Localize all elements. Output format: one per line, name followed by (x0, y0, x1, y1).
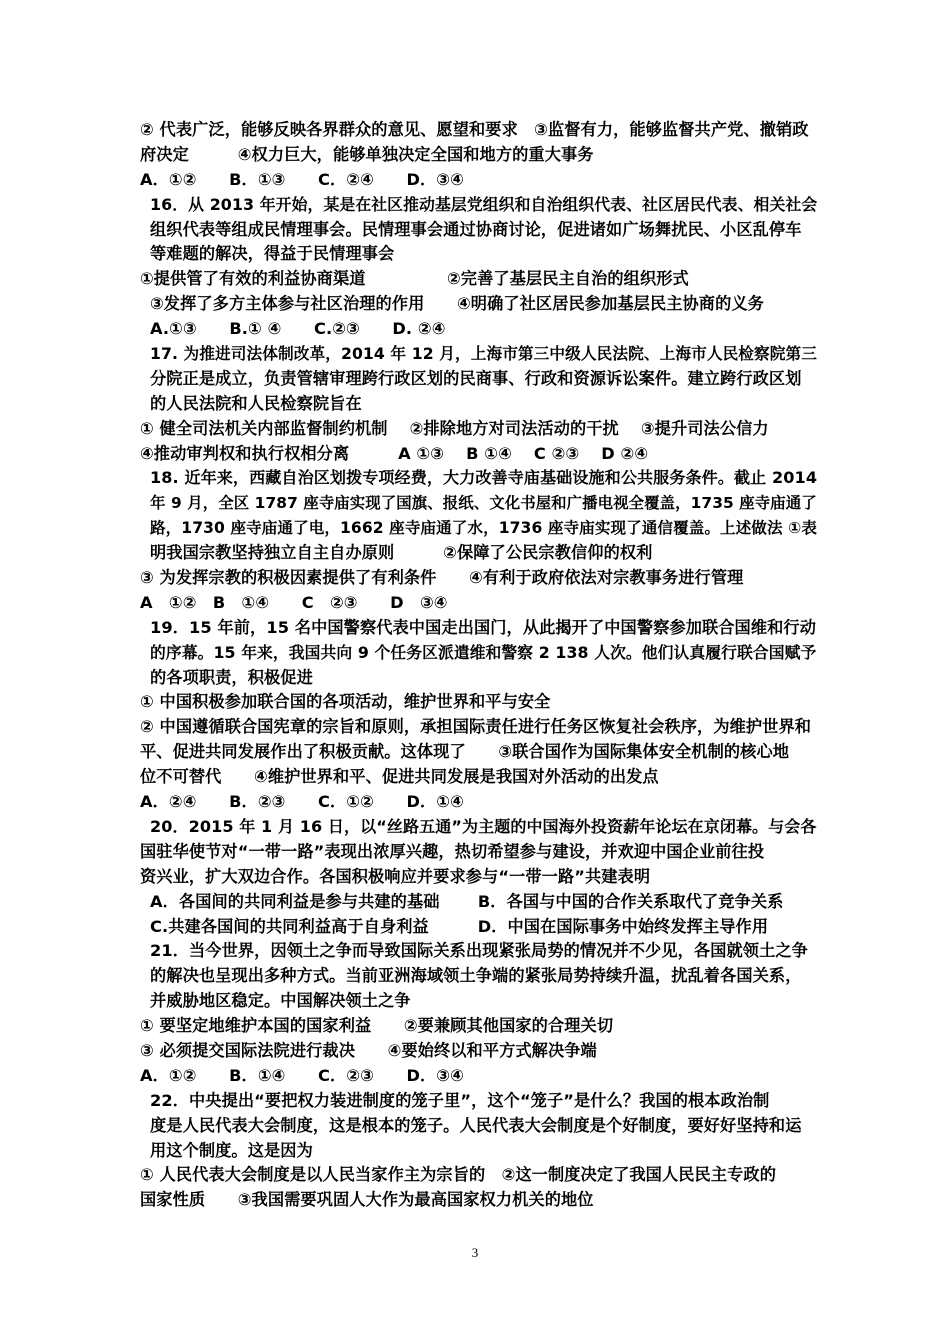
text-line: 度是人民代表大会制度，这是根本的笼子。人民代表大会制度是个好制度，要好好坚持和运 (150, 1115, 802, 1135)
text-line: ③ 为发挥宗教的积极因素提供了有利条件 ④有利于政府依法对宗教事务进行管理 (140, 568, 744, 588)
text-line: 的人民法院和人民检察院旨在 (150, 393, 362, 413)
text-line: 的解决也呈现出多种方式。当前亚洲海域领土争端的紧张局势持续升温，扰乱着各国关系， (150, 966, 802, 986)
question-18: 18. 近年来，西藏自治区划拨专项经费，大力改善寺庙基础设施和公共服务条件。截止 2014 (150, 468, 818, 488)
question-22: 22．中央提出“要把权力装进制度的笼子里”，这个“笼子”是什么？我国的根本政治制 (150, 1090, 770, 1110)
text-line: ① 人民代表大会制度是以人民当家作主为宗旨的 ②这一制度决定了我国人民民主专政的 (140, 1165, 776, 1185)
text-line: 分院正是成立，负责管辖审理跨行政区划的民商事、行政和资源诉讼案件。建立跨行政区划 (150, 368, 802, 388)
text-line: 国驻华使节对“一带一路”表现出浓厚兴趣，热切希望参与建设，并欢迎中国企业前往投 (140, 841, 765, 861)
text-line: ① 要坚定地维护本国的国家利益 ②要兼顾其他国家的合理关切 (140, 1016, 614, 1036)
answer-options: C.共建各国间的共同利益高于自身利益 D．中国在国际事务中始终发挥主导作用 (150, 916, 769, 936)
text-line: ① 健全司法机关内部监督制约机制 ②排除地方对司法活动的干扰 ③提升司法公信力 (140, 418, 769, 438)
page-number: 3 (471, 1245, 479, 1260)
text-line: 的各项职责，积极促进 (150, 667, 313, 687)
text-line: 等难题的解决，得益于民情理事会 (150, 244, 395, 264)
text-line: ③发挥了多方主体参与社区治理的作用 ④明确了社区居民参加基层民主协商的义务 (150, 294, 764, 314)
text-line: ① 中国积极参加联合国的各项活动，维护世界和平与安全 (140, 692, 551, 712)
text-line: 并威胁地区稳定。中国解决领土之争 (150, 991, 411, 1011)
text-line: 平、促进共同发展作出了积极贡献。这体现了 ③联合国作为国际集体安全机制的核心地 (140, 742, 790, 762)
answer-options: A．②④ B．②③ C．①② D．①④ (140, 792, 464, 812)
answer-options: A．①② B．①④ C．②③ D．③④ (140, 1065, 464, 1085)
text-line: 组织代表等组成民情理事会。民情理事会通过协商讨论，促进诸如广场舞扰民、小区乱停车 (150, 219, 802, 239)
text-line: ② 中国遵循联合国宪章的宗旨和原则，承担国际责任进行任务区恢复社会秩序，为维护世界和 (140, 717, 812, 737)
text-line: 资兴业，扩大双边合作。各国积极响应并要求参与“一带一路”共建表明 (140, 866, 651, 886)
text-line: 路，1730 座寺庙通了电，1662 座寺庙通了水，1736 座寺庙实现了通信覆盖。上述做法 ①表 (150, 519, 818, 538)
text-line: 明我国宗教坚持独立自主自办原则 ②保障了公民宗教信仰的权利 (150, 543, 653, 563)
text-line: ①提供管了有效的利益协商渠道 ②完善了基层民主自治的组织形式 (140, 269, 689, 289)
text-line: ② 代表广泛，能够反映各界群众的意见、愿望和要求 ③监督有力，能够监督共产党、撤销政 (140, 120, 809, 139)
text-line: ④推动审判权和执行权相分离 A ①③ B ①④ C ②③ D ②④ (140, 443, 649, 463)
question-17: 17. 为推进司法体制改革，2014 年 12 月，上海市第三中级人民法院、上海市人民检察院第三 (150, 344, 818, 364)
text-line: 府决定 ④权力巨大，能够单独决定全国和地方的重大事务 (140, 144, 594, 164)
question-16: 16．从 2013 年开始，某是在社区推动基层党组织和自治组织代表、社区居民代表、相关社会 (150, 194, 818, 214)
question-19: 19．15 年前，15 名中国警察代表中国走出国门，从此揭开了中国警察参加联合国维和行动 (150, 617, 816, 637)
answer-options: A．①② B．①③ C．②④ D．③④ (140, 169, 464, 189)
answer-options: A ①② B ①④ C ②③ D ③④ (140, 592, 448, 612)
question-21: 21．当今世界，因领土之争而导致国际关系出现紧张局势的情况并不少见，各国就领土之争 (150, 941, 808, 961)
question-20: 20．2015 年 1 月 16 日，以“丝路五通”为主题的中国海外投资薪年论坛在京闭幕。与会各 (150, 816, 817, 836)
text-line: ③ 必须提交国际法院进行裁决 ④要始终以和平方式解决争端 (140, 1040, 597, 1060)
text-line: 位不可替代 ④维护世界和平、促进共同发展是我国对外活动的出发点 (140, 767, 659, 787)
document-body (140, 118, 820, 1213)
text-line: 的序幕。15 年来，我国共向 9 个任务区派遣维和警察 2 138 人次。他们认真履行联合国赋予 (150, 642, 817, 662)
text-line: 用这个制度。这是因为 (150, 1140, 313, 1160)
answer-options: A.①③ B.① ④ C.②③ D. ②④ (150, 319, 446, 339)
text-line: 国家性质 ③我国需要巩固人大作为最高国家权力机关的地位 (140, 1190, 594, 1210)
answer-options: A．各国间的共同利益是参与共建的基础 B．各国与中国的合作关系取代了竞争关系 (150, 891, 784, 911)
text-line: 年 9 月，全区 1787 座寺庙实现了国旗、报纸、文化书屋和广播电视全覆盖，1735 座寺庙通了 (150, 494, 817, 513)
